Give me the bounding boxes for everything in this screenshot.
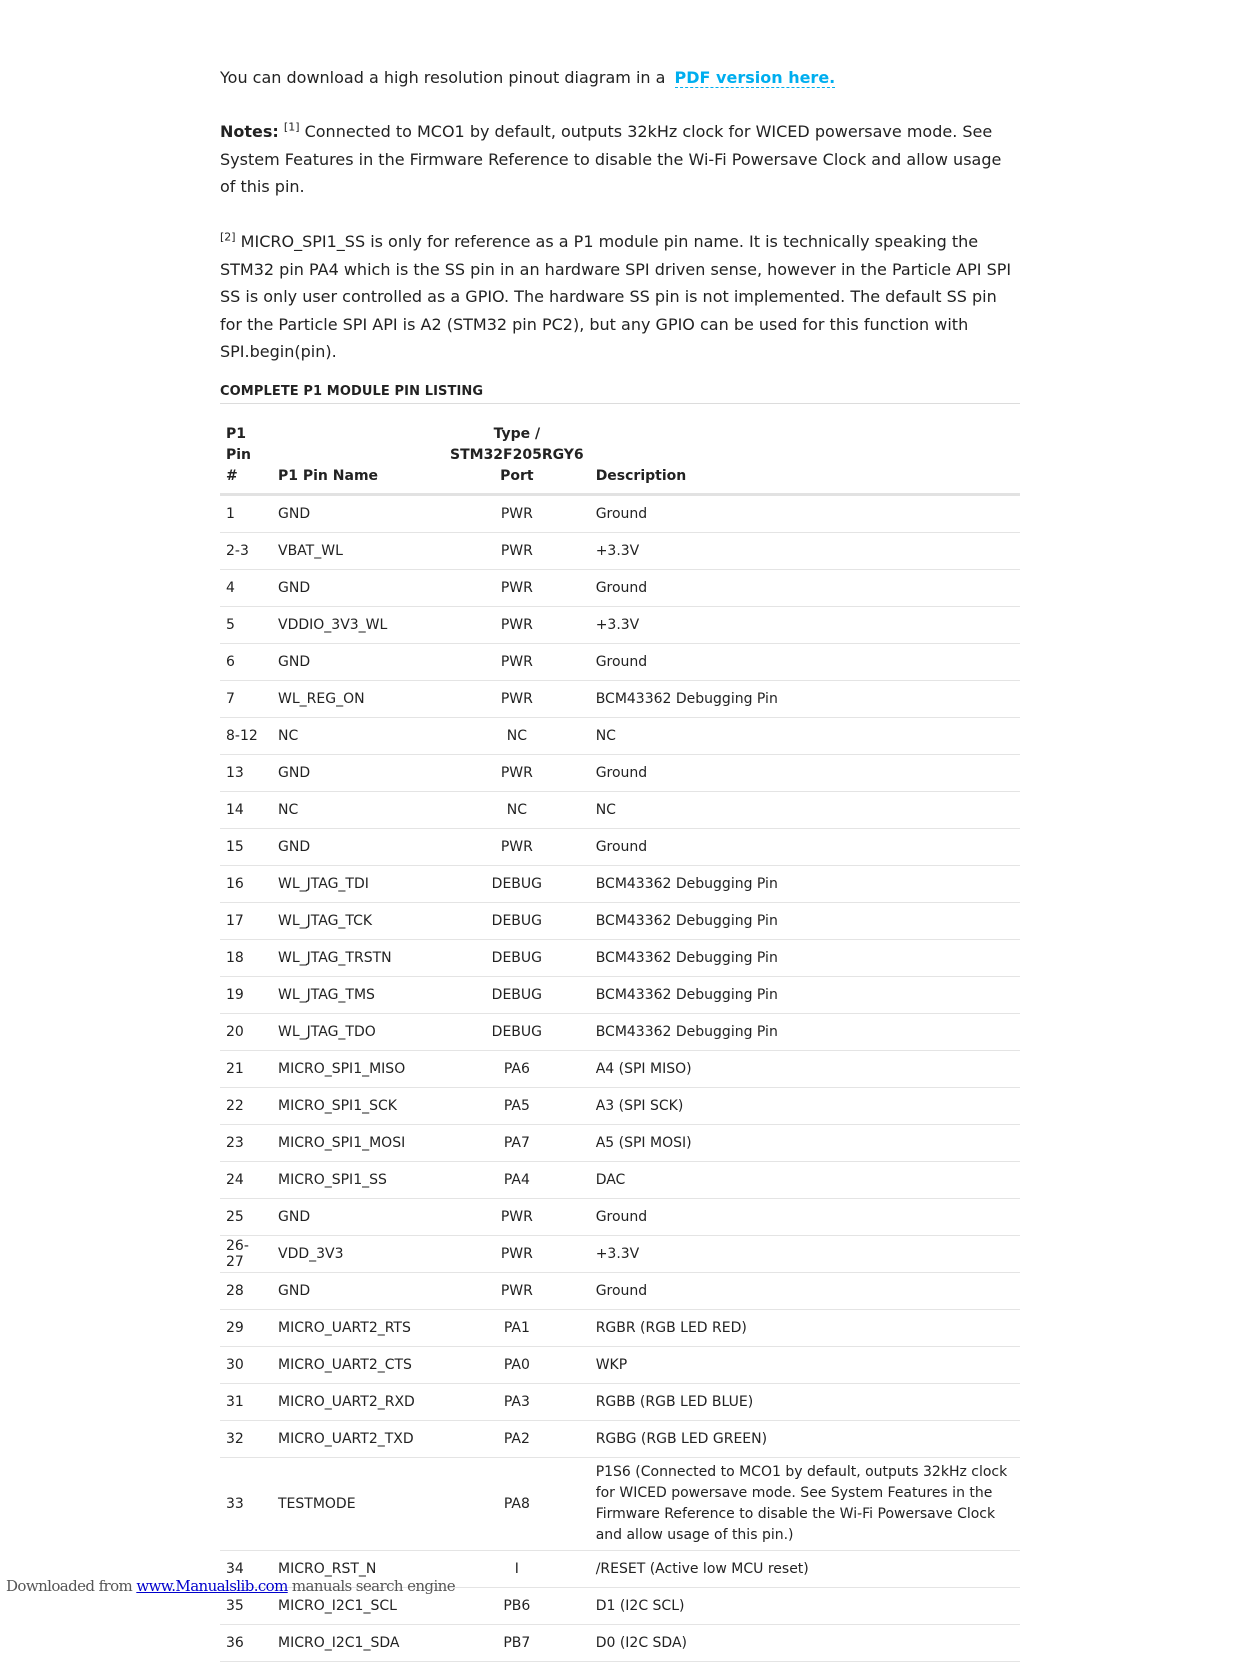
pin-number-cell: 20	[220, 1014, 272, 1051]
footer-suffix: manuals search engine	[287, 1577, 455, 1595]
pin-number-cell: 24	[220, 1162, 272, 1199]
table-row	[220, 718, 1020, 755]
pin-type-cell: PA3	[444, 1384, 590, 1421]
header-pin-name: P1 Pin Name	[272, 424, 444, 495]
table-row	[220, 792, 1020, 829]
pin-description-cell: WKP	[590, 1347, 1020, 1384]
table-row	[220, 940, 1020, 977]
table-row	[220, 495, 1020, 533]
pin-number-cell: 30	[220, 1347, 272, 1384]
pdf-version-link[interactable]: PDF version here.	[674, 68, 836, 87]
pin-number-cell: 25	[220, 1199, 272, 1236]
pin-name-cell: MICRO_UART2_RTS	[272, 1310, 444, 1347]
table-row	[220, 607, 1020, 644]
pin-description-cell: BCM43362 Debugging Pin	[590, 866, 1020, 903]
pin-description-cell: BCM43362 Debugging Pin	[590, 903, 1020, 940]
table-row	[220, 1421, 1020, 1458]
table-row	[220, 977, 1020, 1014]
table-row	[220, 755, 1020, 792]
pin-type-cell: PA2	[444, 1421, 590, 1458]
header-type-line2: STM32F205RGY6	[450, 447, 584, 463]
pin-name-cell: GND	[272, 755, 444, 792]
pin-number-cell: 29	[220, 1310, 272, 1347]
pin-type-cell: PWR	[444, 644, 590, 681]
intro-text: You can download a high resolution pinout diagram in a	[220, 68, 666, 87]
table-row	[220, 1273, 1020, 1310]
notes-label: Notes:	[220, 122, 279, 141]
pin-name-cell: GND	[272, 570, 444, 607]
pin-description-cell: Ground	[590, 829, 1020, 866]
pin-name-cell: MICRO_I2C1_SCL	[272, 1588, 444, 1625]
pin-type-cell: PA8	[444, 1458, 590, 1551]
pin-number-cell: 14	[220, 792, 272, 829]
pin-name-cell: GND	[272, 1273, 444, 1310]
pin-name-cell: NC	[272, 718, 444, 755]
note-2-marker: [2]	[220, 230, 236, 244]
pin-type-cell: PA7	[444, 1125, 590, 1162]
pin-number-cell: 23	[220, 1125, 272, 1162]
pin-name-cell: WL_JTAG_TCK	[272, 903, 444, 940]
footer-prefix: Downloaded from	[6, 1577, 137, 1595]
pin-type-cell: PA4	[444, 1162, 590, 1199]
pin-type-cell: DEBUG	[444, 866, 590, 903]
table-row	[220, 533, 1020, 570]
pin-number-cell: 35	[220, 1588, 272, 1625]
pin-type-cell: DEBUG	[444, 903, 590, 940]
pin-name-cell: WL_JTAG_TRSTN	[272, 940, 444, 977]
table-row	[220, 1458, 1020, 1551]
intro-line	[220, 67, 835, 89]
table-row	[220, 1625, 1020, 1662]
table-row	[220, 1384, 1020, 1421]
pin-name-cell: WL_JTAG_TDI	[272, 866, 444, 903]
table-row	[220, 866, 1020, 903]
pin-description-cell: RGBG (RGB LED GREEN)	[590, 1421, 1020, 1458]
pin-number-cell: 19	[220, 977, 272, 1014]
pin-number-cell: 34	[220, 1551, 272, 1588]
pin-name-cell: NC	[272, 792, 444, 829]
pin-number-cell: 28	[220, 1273, 272, 1310]
pin-type-cell: PWR	[444, 1236, 590, 1273]
pin-name-cell: MICRO_SPI1_MISO	[272, 1051, 444, 1088]
note-1	[220, 118, 1020, 201]
pin-description-cell: BCM43362 Debugging Pin	[590, 681, 1020, 718]
pin-type-cell: DEBUG	[444, 940, 590, 977]
pin-name-cell: GND	[272, 495, 444, 533]
pin-type-cell: PB6	[444, 1588, 590, 1625]
pin-number-cell: 8-12	[220, 718, 272, 755]
pin-name-cell: GND	[272, 644, 444, 681]
pin-number-cell: 21	[220, 1051, 272, 1088]
pin-name-cell: MICRO_I2C1_SDA	[272, 1625, 444, 1662]
pin-type-cell: PB7	[444, 1625, 590, 1662]
pin-number-cell: 2-3	[220, 533, 272, 570]
pin-number-cell: 22	[220, 1088, 272, 1125]
pin-type-cell: PWR	[444, 755, 590, 792]
pin-description-cell: D0 (I2C SDA)	[590, 1625, 1020, 1662]
pin-description-cell: +3.3V	[590, 1236, 1020, 1273]
pin-name-cell: WL_JTAG_TMS	[272, 977, 444, 1014]
pin-number-cell: 6	[220, 644, 272, 681]
header-pin-line1: P1	[226, 426, 247, 442]
pin-name-cell: MICRO_SPI1_MOSI	[272, 1125, 444, 1162]
pin-name-cell: VDDIO_3V3_WL	[272, 607, 444, 644]
pin-description-cell: Ground	[590, 1273, 1020, 1310]
pin-name-cell: TESTMODE	[272, 1458, 444, 1551]
table-row	[220, 1088, 1020, 1125]
pin-description-cell: A5 (SPI MOSI)	[590, 1125, 1020, 1162]
pin-type-cell: PA5	[444, 1088, 590, 1125]
pin-description-cell: NC	[590, 718, 1020, 755]
table-header	[220, 424, 1020, 495]
pin-number-cell: 4	[220, 570, 272, 607]
pin-number-cell: 1	[220, 495, 272, 533]
pin-number-cell: 31	[220, 1384, 272, 1421]
pin-description-cell: RGBR (RGB LED RED)	[590, 1310, 1020, 1347]
header-type-line3: Port	[500, 468, 534, 484]
pin-description-cell: NC	[590, 792, 1020, 829]
header-pin-number	[220, 424, 272, 495]
pin-type-cell: NC	[444, 718, 590, 755]
pin-type-cell: PWR	[444, 681, 590, 718]
pin-type-cell: PWR	[444, 495, 590, 533]
pin-type-cell: DEBUG	[444, 977, 590, 1014]
table-row	[220, 903, 1020, 940]
table-body	[220, 495, 1020, 1662]
pin-description-cell: Ground	[590, 495, 1020, 533]
pin-description-cell: Ground	[590, 1199, 1020, 1236]
pin-name-cell: MICRO_UART2_CTS	[272, 1347, 444, 1384]
table-row	[220, 1125, 1020, 1162]
pin-description-cell: A3 (SPI SCK)	[590, 1088, 1020, 1125]
pin-name-cell: VDD_3V3	[272, 1236, 444, 1273]
pin-number-cell: 32	[220, 1421, 272, 1458]
pin-type-cell: I	[444, 1551, 590, 1588]
pin-number-cell: 16	[220, 866, 272, 903]
pin-type-cell: NC	[444, 792, 590, 829]
footer-watermark	[6, 1577, 455, 1595]
pin-type-cell: PWR	[444, 570, 590, 607]
table-row	[220, 570, 1020, 607]
table-row	[220, 681, 1020, 718]
table-row	[220, 1162, 1020, 1199]
pin-name-cell: MICRO_UART2_RXD	[272, 1384, 444, 1421]
pin-listing-table	[220, 424, 1020, 1662]
pin-description-cell: D1 (I2C SCL)	[590, 1588, 1020, 1625]
table-row	[220, 1310, 1020, 1347]
pin-description-cell: A4 (SPI MISO)	[590, 1051, 1020, 1088]
pin-type-cell: PWR	[444, 829, 590, 866]
table-row	[220, 1199, 1020, 1236]
table-header-row	[220, 424, 1020, 495]
pin-description-cell: P1S6 (Connected to MCO1 by default, outputs 32kHz clock for WICED powersave mode. See System Features in the Firmware Reference to disable the Wi-Fi Powersave Clock and allow usage of this pin.)	[590, 1458, 1020, 1551]
pin-description-cell: +3.3V	[590, 533, 1020, 570]
pin-type-cell: PA1	[444, 1310, 590, 1347]
header-description: Description	[590, 424, 1020, 495]
pin-number-cell: 36	[220, 1625, 272, 1662]
pin-name-cell: VBAT_WL	[272, 533, 444, 570]
pin-description-cell: BCM43362 Debugging Pin	[590, 977, 1020, 1014]
note-2-text: MICRO_SPI1_SS is only for reference as a P1 module pin name. It is technically speaking the STM32 pin PA4 which is the SS pin in an hardware SPI driven sense, however in the Particle API SPI SS is only user controlled as a GPIO. The hardware SS pin is not implemented. The default SS pin for the Particle SPI API is A2 (STM32 pin PC2), but any GPIO can be used for this function with SPI.begin(pin).	[220, 232, 1012, 361]
pin-number-cell: 5	[220, 607, 272, 644]
pin-description-cell: +3.3V	[590, 607, 1020, 644]
table-row	[220, 1051, 1020, 1088]
table-row	[220, 1347, 1020, 1384]
pin-description-cell: Ground	[590, 755, 1020, 792]
pin-name-cell: MICRO_RST_N	[272, 1551, 444, 1588]
pin-name-cell: MICRO_SPI1_SS	[272, 1162, 444, 1199]
pin-number-cell: 7	[220, 681, 272, 718]
pin-name-cell: MICRO_UART2_TXD	[272, 1421, 444, 1458]
pin-description-cell: BCM43362 Debugging Pin	[590, 940, 1020, 977]
note-1-marker: [1]	[283, 120, 300, 134]
pin-type-cell: PWR	[444, 1273, 590, 1310]
pin-type-cell: DEBUG	[444, 1014, 590, 1051]
pin-description-cell: RGBB (RGB LED BLUE)	[590, 1384, 1020, 1421]
pin-type-cell: PWR	[444, 607, 590, 644]
header-pin-line2: Pin #	[226, 447, 252, 484]
table-row	[220, 829, 1020, 866]
pin-name-cell: MICRO_SPI1_SCK	[272, 1088, 444, 1125]
pin-type-cell: PWR	[444, 533, 590, 570]
pin-number-cell: 18	[220, 940, 272, 977]
pin-name-cell: GND	[272, 829, 444, 866]
pin-name-cell: WL_REG_ON	[272, 681, 444, 718]
section-title: COMPLETE P1 MODULE PIN LISTING	[220, 384, 1020, 404]
table-row	[220, 1014, 1020, 1051]
manualslib-link[interactable]: www.Manualslib.com	[136, 1577, 288, 1595]
pin-description-cell: /RESET (Active low MCU reset)	[590, 1551, 1020, 1588]
pin-description-cell: Ground	[590, 644, 1020, 681]
note-1-text: Connected to MCO1 by default, outputs 32kHz clock for WICED powersave mode. See System Features in the Firmware Reference to disable the Wi-Fi Powersave Clock and allow usage of this pin.	[220, 122, 1002, 196]
header-type-line1: Type /	[493, 426, 541, 442]
pin-name-cell: GND	[272, 1199, 444, 1236]
note-2	[220, 228, 1020, 366]
pin-number-cell: 26-27	[220, 1236, 272, 1273]
table-row	[220, 644, 1020, 681]
pin-name-cell: WL_JTAG_TDO	[272, 1014, 444, 1051]
pin-type-cell: PA0	[444, 1347, 590, 1384]
pin-number-cell: 17	[220, 903, 272, 940]
pin-description-cell: Ground	[590, 570, 1020, 607]
pin-number-cell: 33	[220, 1458, 272, 1551]
pin-type-cell: PA6	[444, 1051, 590, 1088]
pin-type-cell: PWR	[444, 1199, 590, 1236]
pin-number-cell: 15	[220, 829, 272, 866]
pin-number-cell: 13	[220, 755, 272, 792]
pin-description-cell: BCM43362 Debugging Pin	[590, 1014, 1020, 1051]
header-type-port	[444, 424, 590, 495]
pin-description-cell: DAC	[590, 1162, 1020, 1199]
table-row	[220, 1236, 1020, 1273]
